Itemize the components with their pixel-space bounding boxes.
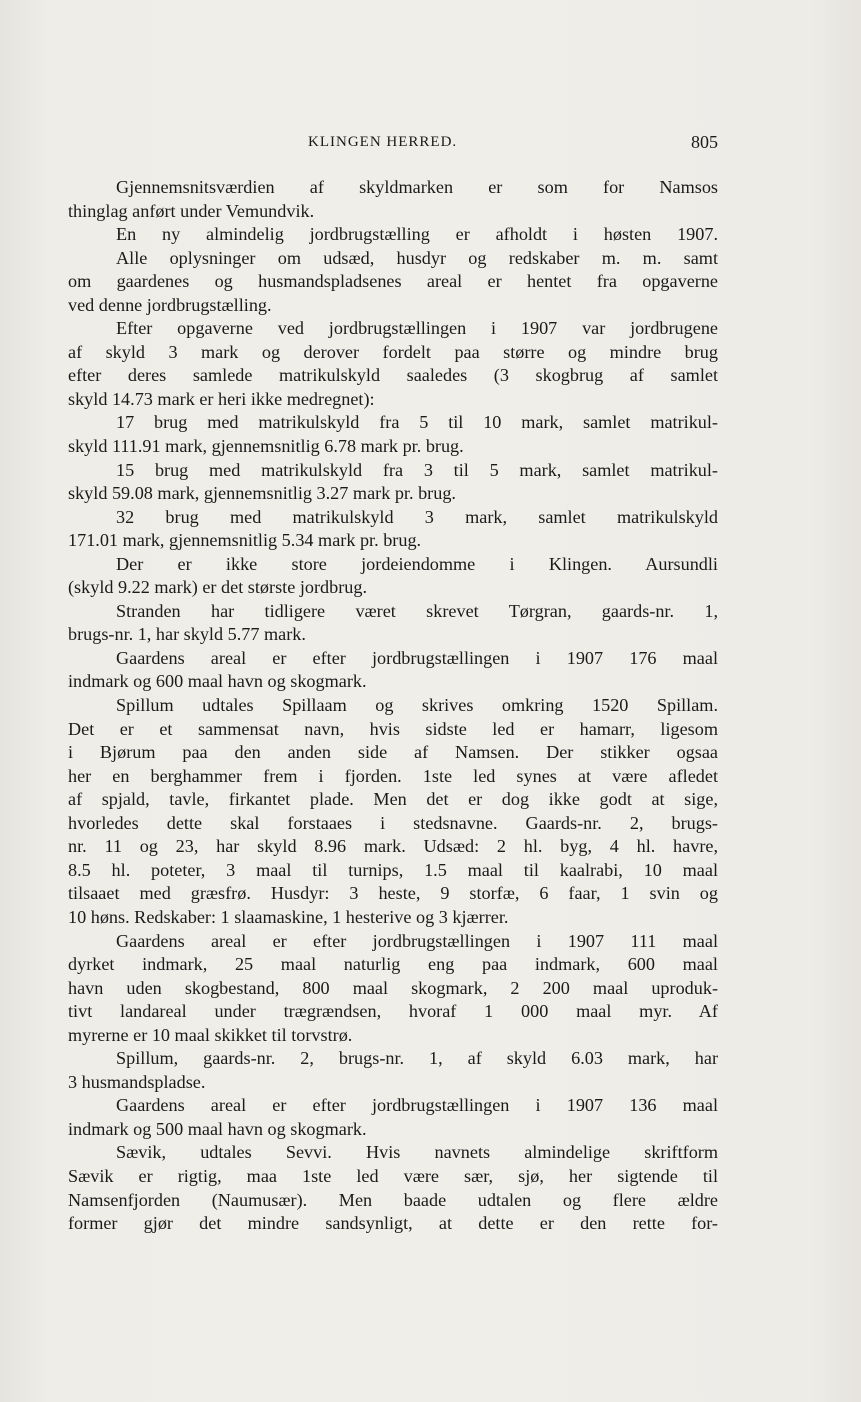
text-line: Spillum, gaards-nr. 2, brugs-nr. 1, af skyld 6.03 mark, har bbox=[116, 1048, 718, 1069]
text-line: af spjald, tavle, firkantet plade. Men det er dog ikke godt at sige, bbox=[68, 789, 718, 810]
text-line: 17 brug med matrikulskyld fra 5 til 10 mark, samlet matrikul- bbox=[116, 412, 718, 433]
body-text bbox=[68, 176, 718, 1236]
text-line: Gaardens areal er efter jordbrugstællingen i 1907 111 maal bbox=[116, 930, 718, 951]
text-line: 15 brug med matrikulskyld fra 3 til 5 mark, samlet matrikul- bbox=[116, 459, 718, 480]
text-line: skyld 14.73 mark er heri ikke medregnet): bbox=[68, 388, 375, 409]
page-header bbox=[68, 132, 718, 156]
text-line: om gaardenes og husmandspladsenes areal er hentet fra opgaverne bbox=[68, 271, 718, 292]
text-line: hvorledes dette skal forstaaes i stedsnavne. Gaards-nr. 2, brugs- bbox=[68, 812, 718, 833]
text-line: indmark og 600 maal havn og skogmark. bbox=[68, 671, 367, 692]
text-line: dyrket indmark, 25 maal naturlig eng paa indmark, 600 maal bbox=[68, 954, 718, 975]
text-line: 3 husmandspladse. bbox=[68, 1071, 206, 1092]
text-line: Stranden har tidligere været skrevet Tørgran, gaards-nr. 1, bbox=[116, 600, 718, 621]
text-line: Gjennemsnitsværdien af skyldmarken er som for Namsos bbox=[116, 177, 718, 197]
text-line: Sævik, udtales Sevvi. Hvis navnets almindelige skriftform bbox=[116, 1142, 718, 1163]
text-line: nr. 11 og 23, har skyld 8.96 mark. Udsæd: 2 hl. byg, 4 hl. havre, bbox=[68, 836, 718, 857]
text-line: 171.01 mark, gjennemsnitlig 5.34 mark pr. brug. bbox=[68, 530, 422, 551]
text-line: efter deres samlede matrikulskyld saaledes (3 skogbrug af samlet bbox=[68, 365, 718, 386]
text-line: i Bjørum paa den anden side af Namsen. Der stikker ogsaa bbox=[68, 742, 718, 763]
text-line: 10 høns. Redskaber: 1 slaamaskine, 1 hesterive og 3 kjærrer. bbox=[68, 906, 509, 927]
text-line: her en berghammer frem i fjorden. 1ste led synes at være afledet bbox=[68, 765, 718, 786]
text-line: Sævik er rigtig, maa 1ste led være sær, sjø, her sigtende til bbox=[68, 1165, 718, 1186]
page-number: 805 bbox=[691, 132, 718, 152]
text-line: (skyld 9.22 mark) er det største jordbrug. bbox=[68, 577, 368, 598]
text-line: Spillum udtales Spillaam og skrives omkring 1520 Spillam. bbox=[116, 695, 718, 716]
text-line: Efter opgaverne ved jordbrugstællingen i 1907 var jordbrugene bbox=[116, 318, 718, 339]
text-line: thinglag anført under Vemundvik. bbox=[68, 200, 315, 221]
text-line: indmark og 500 maal havn og skogmark. bbox=[68, 1118, 367, 1139]
text-line: af skyld 3 mark og derover fordelt paa større og mindre brug bbox=[68, 341, 718, 362]
text-line: 32 brug med matrikulskyld 3 mark, samlet matrikulskyld bbox=[116, 506, 718, 527]
text-line: En ny almindelig jordbrugstælling er afholdt i høsten 1907. bbox=[116, 224, 718, 245]
text-line: 8.5 hl. poteter, 3 maal til turnips, 1.5 maal til kaalrabi, 10 maal bbox=[68, 859, 718, 880]
text-line: brugs-nr. 1, har skyld 5.77 mark. bbox=[68, 624, 306, 645]
text-line: skyld 59.08 mark, gjennemsnitlig 3.27 mark pr. brug. bbox=[68, 483, 456, 504]
text-line: Gaardens areal er efter jordbrugstællingen i 1907 136 maal bbox=[116, 1095, 718, 1116]
text-line: Namsenfjorden (Naumusær). Men baade udtalen og flere ældre bbox=[68, 1189, 718, 1210]
text-line: skyld 111.91 mark, gjennemsnitlig 6.78 mark pr. brug. bbox=[68, 436, 464, 457]
text-line: ved denne jordbrugstælling. bbox=[68, 294, 272, 315]
text-line: myrerne er 10 maal skikket til torvstrø. bbox=[68, 1024, 353, 1045]
text-line: former gjør det mindre sandsynligt, at dette er den rette for- bbox=[68, 1213, 718, 1234]
text-line: Alle oplysninger om udsæd, husdyr og redskaber m. m. samt bbox=[116, 247, 718, 268]
text-line: Gaardens areal er efter jordbrugstællingen i 1907 176 maal bbox=[116, 647, 718, 668]
text-line: Det er et sammensat navn, hvis sidste led er hamarr, ligesom bbox=[68, 718, 718, 739]
text-line: Der er ikke store jordeiendomme i Klingen. Aursundli bbox=[116, 553, 718, 574]
text-line: tivt landareal under trægrændsen, hvoraf 1 000 maal myr. Af bbox=[68, 1001, 718, 1022]
running-head: KLINGEN HERRED. bbox=[308, 134, 458, 150]
text-line: tilsaaet med græsfrø. Husdyr: 3 heste, 9 storfæ, 6 faar, 1 svin og bbox=[68, 883, 718, 904]
text-line: havn uden skogbestand, 800 maal skogmark, 2 200 maal uproduk- bbox=[68, 977, 718, 998]
